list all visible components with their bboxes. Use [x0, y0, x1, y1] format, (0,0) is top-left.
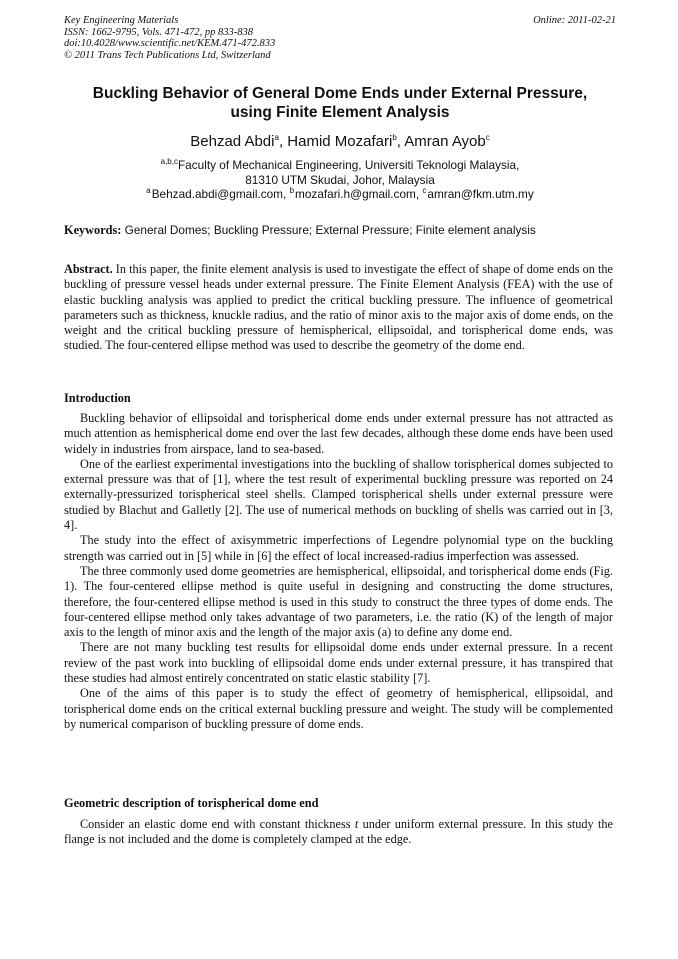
intro-paragraph-3: The study into the effect of axisymmetric imperfections of Legendre polynomial type on the buckling strength was carried out in [5] while in [6] the effect of local increased-radius imperfection was assessed. — [64, 533, 613, 563]
abstract-label: Abstract. — [64, 262, 113, 276]
intro-paragraph-6: One of the aims of this paper is to study the effect of geometry of hemispherical, ellipsoidal, and torispherical dome ends on the critical external buckling pressure and weight. The study will be complemented by numerical comparison of buckling pressure of dome ends. — [64, 686, 613, 731]
keywords-label: Keywords: — [64, 223, 122, 237]
copyright-line: © 2011 Trans Tech Publications Ltd, Switzerland — [64, 49, 271, 61]
affiliation-line-2: 81310 UTM Skudai, Johor, Malaysia — [245, 172, 435, 187]
email-b-sup: b — [289, 186, 295, 196]
geometric-heading: Geometric description of torispherical dome end — [64, 796, 319, 810]
author-1: Behzad Abdi — [190, 133, 275, 150]
email-c: amran@fkm.utm.my — [427, 187, 534, 201]
email-line — [64, 187, 616, 202]
email-c-sup: c — [422, 186, 427, 196]
email-a: Behzad.abdi@gmail.com, — [151, 187, 290, 201]
issn-line: ISSN: 1662-9795, Vols. 471-472, pp 833-838 — [64, 26, 253, 38]
affiliation-line-1: $^{a,b,c}$Faculty of Mechanical Engineering, Universiti Teknologi Malaysia, — [160, 157, 520, 172]
doi-line: doi:10.4028/www.scientific.net/KEM.471-472.833 — [64, 38, 276, 49]
author-2-sup: b — [392, 133, 397, 142]
author-list — [64, 133, 616, 151]
geometric-body — [64, 817, 613, 848]
keywords-line — [64, 223, 624, 238]
geometric-paragraph-1: Consider an elastic dome end with constant thickness t under uniform external pressure. In this study the flange is not included and the dome is completely clamped at the edge. — [64, 817, 613, 847]
title-line-1: Buckling Behavior of General Dome Ends under External Pressure, — [92, 85, 588, 102]
abstract-text: In this paper, the finite element analysis is used to investigate the effect of shape of dome ends on the buckling of pressure vessel heads under external pressure. The Finite Element Analysis (FEA) with the use of elastic buckling analysis was applied to predict the critical buckling pressure. The influence of geometrical parameters such as thickness, knuckle radius, and the ratio of minor axis to the major axis of dome ends, on the weight and the critical buckling pressure of hemispherical, ellipsoidal, and torispherical dome ends, was studied. The four-centered ellipse method was used to describe the geometry of the dome end. — [64, 262, 613, 353]
title-line-2: using Finite Element Analysis — [230, 104, 450, 121]
journal-name: Key Engineering Materials — [64, 15, 179, 26]
author-3-sup: c — [485, 133, 490, 142]
abstract-section — [64, 262, 613, 354]
author-1-sup: a — [274, 133, 279, 142]
author-3: Amran Ayob — [404, 133, 486, 150]
intro-paragraph-1: Buckling behavior of ellipsoidal and torispherical dome ends under external pressure has not attracted as much attention as hemispherical dome end over the last few decades, although these dome ends have been used widely in industries from airspace, land to sea-based. — [64, 411, 613, 456]
email-b: mozafari.h@gmail.com, — [295, 187, 423, 201]
introduction-heading: Introduction — [64, 391, 131, 405]
journal-header — [64, 15, 616, 61]
author-separator: , — [396, 133, 405, 150]
paper-title — [64, 84, 616, 122]
affiliation-block — [64, 158, 616, 202]
thickness-variable: t — [354, 817, 359, 831]
abstract-paragraph — [64, 262, 613, 354]
author-2: Hamid Mozafari — [287, 133, 393, 150]
intro-paragraph-5: There are not many buckling test results for ellipsoidal dome ends under external pressure. In a recent review of the past work into buckling of ellipsoidal dome ends under external pressure, it has transpired that these studies had almost entirely concentrated on static elastic stability [7]. — [64, 640, 613, 686]
affiliation-sup: a,b,c — [160, 157, 178, 167]
introduction-body — [64, 411, 613, 732]
intro-paragraph-2: One of the earliest experimental investigations into the buckling of shallow torispherical domes subjected to external pressure was that of [1], where the test result of experimental buckling pressure was reported on 24 externally-pressurized torispherical steel shells. Clamped torispherical shells under external pressure were studied by Blachut and Galletly [2]. The use of numerical methods on buckling of shells was carried out in [3, 4]. — [64, 456, 613, 533]
email-a-sup: a — [146, 186, 151, 196]
author-separator: , — [278, 133, 288, 150]
online-date: Online: 2011-02-21 — [533, 15, 616, 26]
intro-paragraph-4: The three commonly used dome geometries are hemispherical, ellipsoidal, and torispherical dome ends (Fig. 1). The four-centered ellipse method is quite useful in designing and constructing the dome structures, therefore, the four-centered ellipse method is used in this study to construct the three types of dome ends. The four-centered ellipse method only takes advantage of two parameters, i.e. the ratio (K) of the length of major axis to the length of minor axis and the length of the major axis (a) to define any dome end. — [64, 563, 613, 640]
keywords-text: General Domes; Buckling Pressure; External Pressure; Finite element analysis — [121, 223, 536, 237]
